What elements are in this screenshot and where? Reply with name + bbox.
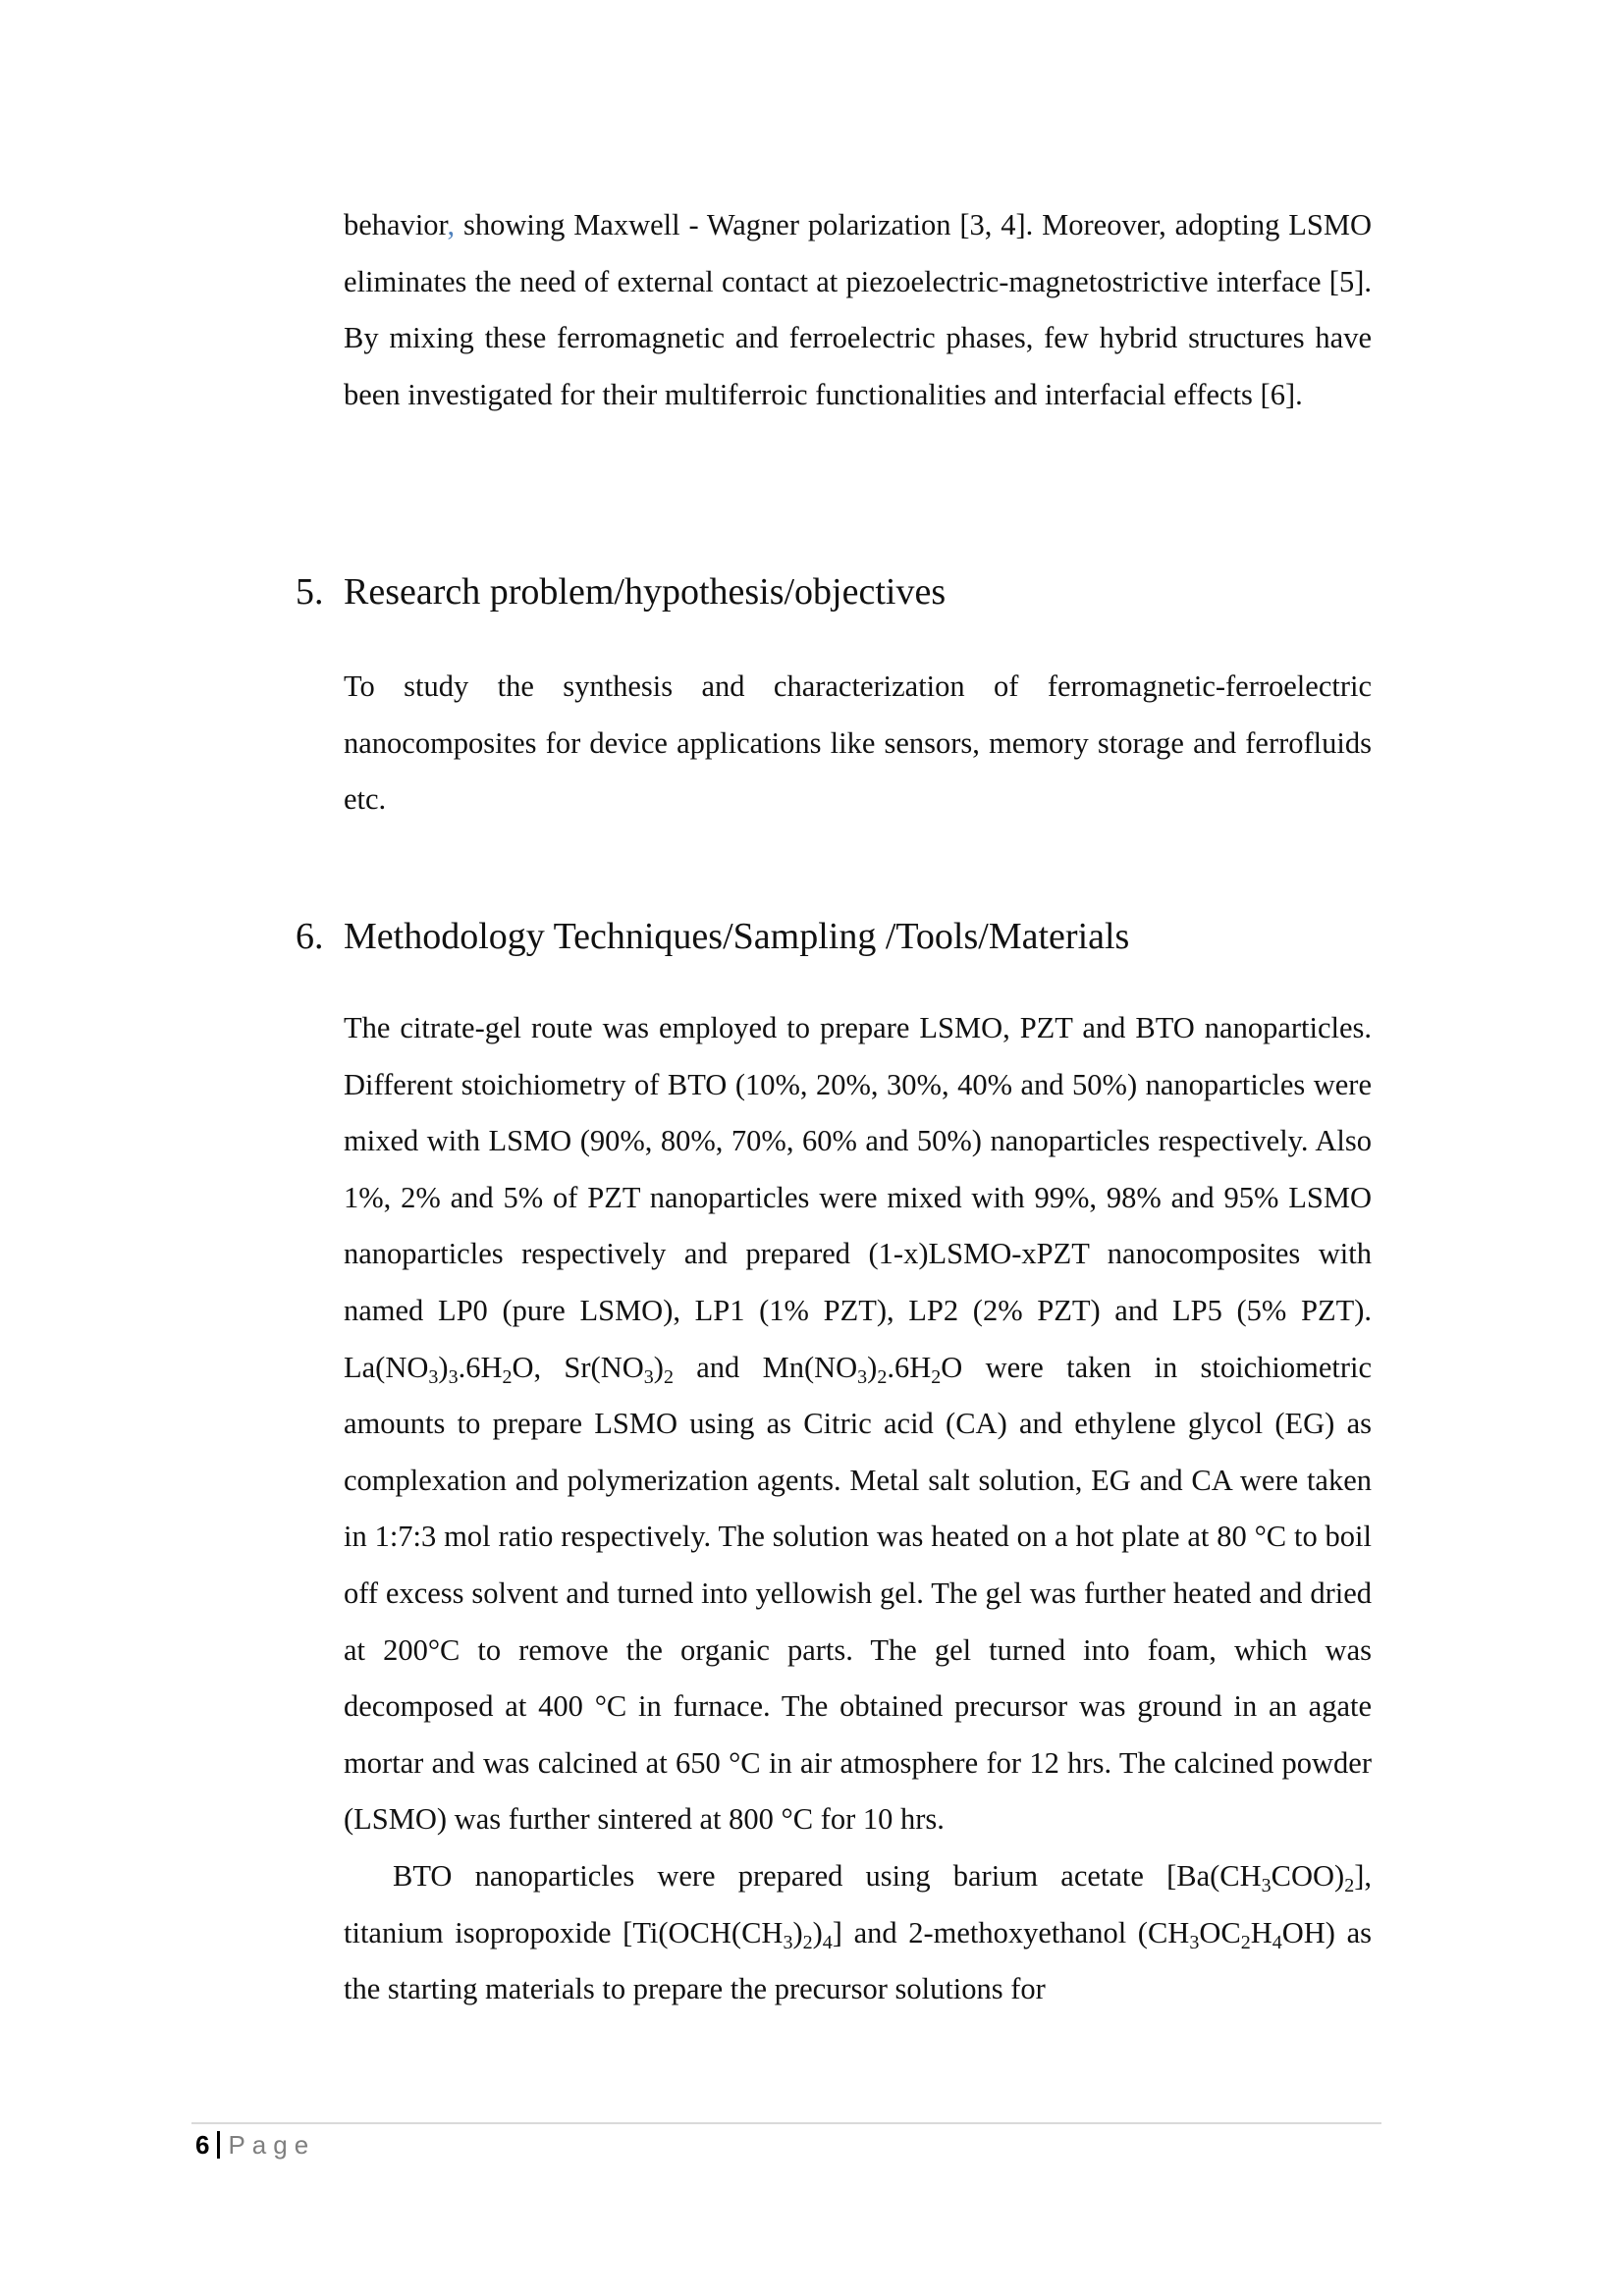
section-6-title: Methodology Techniques/Sampling /Tools/Materials bbox=[344, 916, 1130, 957]
section-6-heading bbox=[296, 914, 1129, 959]
highlighted-comma: , bbox=[447, 208, 456, 241]
page-label: Page bbox=[228, 2130, 316, 2160]
section-6-number: 6. bbox=[296, 916, 324, 957]
methodology-paragraph-1: The citrate-gel route was employed to prepare LSMO, PZT and BTO nanoparticles. Different stoichiometry of BTO (10%, 20%, 30%, 40% and 50%) nanoparticles were mixed with LSMO (90%, 80%, 70%, 60% and 50%) nanoparticles respectively. Also 1%, 2% and 5% of PZT nanoparticles were mixed with 99%, 98% and 95% LSMO nanoparticles respectively and prepared (1-x)LSMO-xPZT nanocomposites with named LP0 (pure LSMO), LP1 (1% PZT), LP2 (2% PZT) and LP5 (5% PZT). $La(NO_3)_3.6H_2O$, $Sr(NO_3)_2$ and $Mn(NO_3)_2.6H_2O$ were taken in stoichiometric amounts to prepare LSMO using as Citric acid (CA) and ethylene glycol (EG) as complexation and polymerization agents. Metal salt solution, EG and CA were taken in 1:7:3 mol ratio respectively. The solution was heated on a hot plate at 80 °C to boil off excess solvent and turned into yellowish gel. The gel was further heated and dried at 200°C to remove the organic parts. The gel turned into foam, which was decomposed at 400 °C in furnace. The obtained precursor was ground in an agate mortar and was calcined at 650 °C in air atmosphere for 12 hrs. The calcined powder (LSMO) was further sintered at 800 °C for 10 hrs. bbox=[344, 1011, 1373, 1837]
footer-separator bbox=[217, 2131, 220, 2159]
page-number: 6 bbox=[195, 2130, 210, 2160]
section-5-text: To study the synthesis and characterization of ferromagnetic-ferroelectric nanocomposites for device applications like sensors, memory storage and ferrofluids etc. bbox=[344, 669, 1372, 817]
page-footer bbox=[195, 2130, 315, 2160]
intro-paragraph bbox=[344, 197, 1372, 423]
section-5-number: 5. bbox=[296, 571, 324, 613]
section-5-body bbox=[344, 659, 1372, 828]
section-5-title: Research problem/hypothesis/objectives bbox=[344, 571, 947, 613]
methodology-paragraph-2: BTO nanoparticles were prepared using barium acetate $[Ba(CH_3COO)_2]$, titanium isopropoxide $[Ti(OCH(CH_3)_2)_4]$ and 2-methoxyethanol $(CH_3OC_2H_4OH)$ as the starting materials to prepare the precursor solutions for bbox=[344, 1858, 1372, 2006]
section-6-body bbox=[344, 1000, 1372, 2018]
section-5-heading bbox=[296, 569, 946, 614]
intro-paragraph-text: behavior, showing Maxwell - Wagner polarization [3, 4]. Moreover, adopting LSMO eliminates the need of external contact at piezoelectric-magnetostrictive interface [5]. By mixing these ferromagnetic and ferroelectric phases, few hybrid structures have been investigated for their multiferroic functionalities and interfacial effects [6]. bbox=[344, 208, 1372, 411]
footer-divider bbox=[191, 2122, 1381, 2124]
